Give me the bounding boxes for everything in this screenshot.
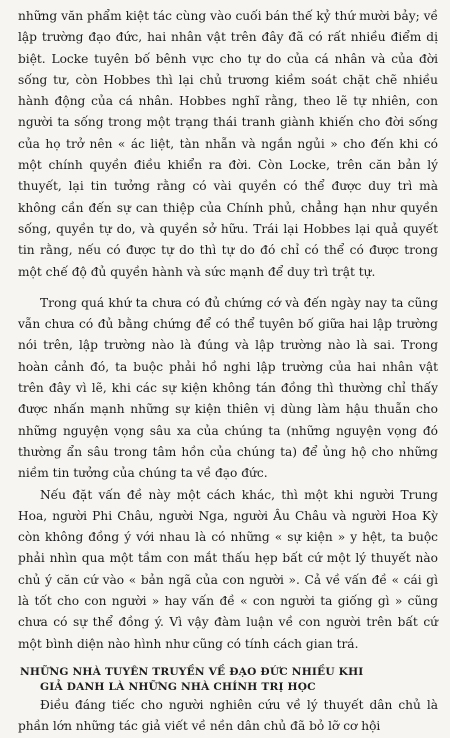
section-heading xyxy=(18,665,438,695)
paragraph-final: Điều đáng tiếc cho người nghiên cứu về lý thuyết dân chủ là phần lớn những tác giả viết về nền dân chủ đã bỏ lỡ cơ hội xyxy=(18,697,438,734)
paragraph-spacer xyxy=(18,283,438,293)
section-heading-line-2: GIẢ DANH LÀ NHỮNG NHÀ CHÍNH TRỊ HỌC xyxy=(40,680,316,693)
paragraph-human-nature: Nếu đặt vấn đề này một cách khác, thì một khi người Trung Hoa, người Phi Châu, người Nga, người Âu Châu và người Hoa Kỳ còn không đồng ý với nhau là có những « sự kiện » y hệt, ta buộc phải nhìn qua một tầm con mắt thấu hẹp bất cứ một lý thuyết nào chủ ý căn cứ vào « bản ngã của con người ». Cả về vấn đề « cái gì là tốt cho con người » hay vấn đề « con người ta giống gì » cũng chưa có sự thể đồng ý. Vì vậy đàm luận về con người trên bất cứ một bình diện nào hình như cũng có tính cách gian trá. xyxy=(18,487,438,651)
paragraph-evidence: Trong quá khứ ta chưa có đủ chứng cớ và đến ngày nay ta cũng vẫn chưa có đủ bằng chứng để có thể tuyên bố giữa hai lập trường nói trên, lập trường nào là đúng và lập trường nào là sai. Trong hoàn cảnh đó, ta buộc phải hồ nghi lập trường của hai nhân vật trên đây vì lẽ, khi các sự kiện không tán đồng thì thường chỉ thấy được nhấn mạnh những sự kiện thiên vị dùng làm hậu thuẫn cho những nguyện vọng sâu xa của chúng ta (những nguyện vọng đó thường ẩn sâu trong tâm hồn của chúng ta) để ủng hộ cho những niềm tin tưởng của chúng ta về đạo đức. xyxy=(18,295,438,481)
section-spacer xyxy=(18,655,438,665)
section-heading-line-1: NHỮNG NHÀ TUYÊN TRUYỀN VỀ ĐẠO ĐỨC NHIỀU KHI xyxy=(20,665,364,678)
paragraph-continuation: những văn phẩm kiệt tác cùng vào cuối bán thế kỷ thứ mười bảy; về lập trường đạo đức, hai nhân vật trên đây đã có rất nhiều điểm dị biệt. Locke tuyên bố bênh vực cho tự do của cá nhân và của đời sống tư, còn Hobbes thì lại chủ trương kiềm soát chặt chẽ nhiều hành động của cá nhân. Hobbes nghĩ rằng, theo lẽ tự nhiên, con người ta sống trong một trạng thái tranh giành khiến cho đời sống của họ trở nên « ác liệt, tàn nhẫn và ngắn ngủi » cho đến khi có một chính quyền điều khiển ra đời. Còn Locke, trên căn bản lý thuyết, lại tin tưởng rằng có vài quyền có thể được duy trì mà không cần đến sự can thiệp của Chính phủ, chẳng hạn như quyền sống, quyền tự do, và quyền sở hữu. Trái lại Hobbes lại quả quyết tin rằng, nếu có được tự do thì tự do đó chỉ có thể có được trong một chế độ đủ quyền hành và sức mạnh để duy trì trật tự. xyxy=(18,9,438,279)
